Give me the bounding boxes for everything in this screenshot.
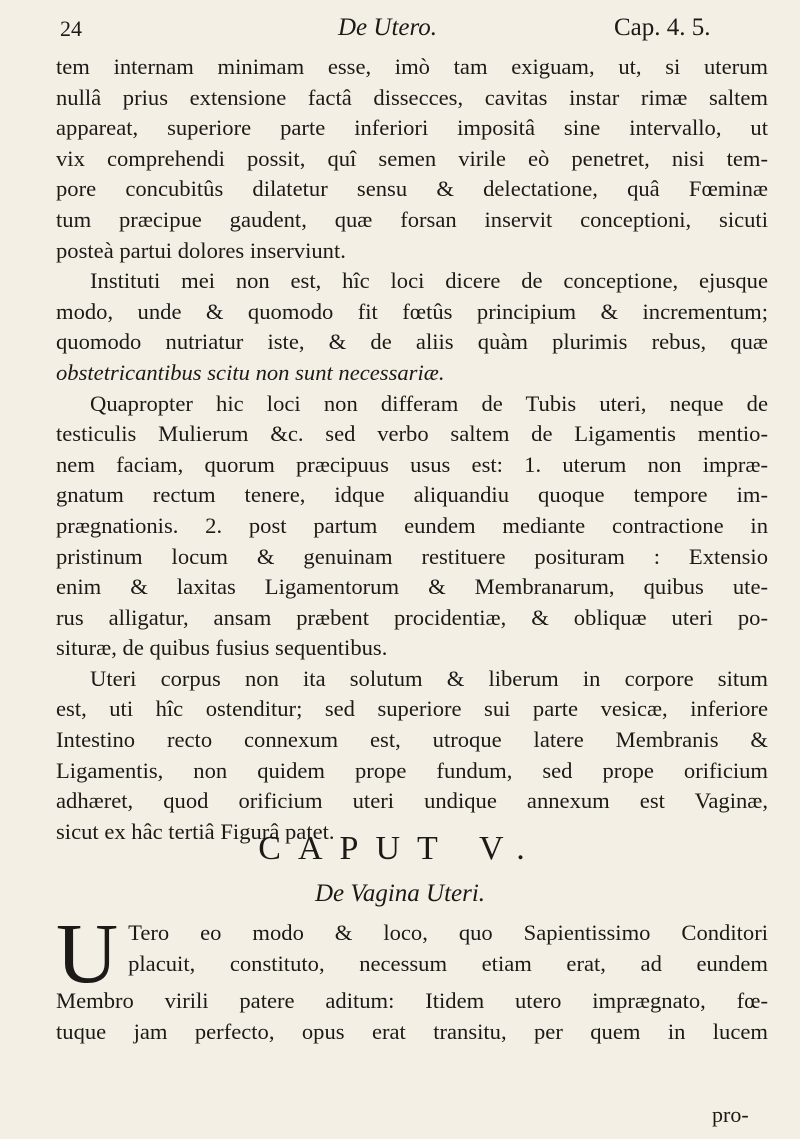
catchword: pro- [712,1102,749,1127]
drop-capital: U [56,905,119,1001]
text-line: tum præcipue gaudent, quæ forsan inservit conceptioni, sicuti [56,206,768,232]
text-line: prægnationis. 2. post partum eundem mediante contractione in [56,512,768,538]
text-line: Intestino recto connexum est, utroque latere Membranis & [56,727,768,753]
page-header [60,12,760,48]
text-line: Membro virili patere aditum: Itidem utero imprægnato, fœ- [56,988,768,1013]
text-line: posteà partui dolores inserviunt. [56,237,346,263]
text-line: sicut ex hâc tertiâ Figurâ patet. [56,818,335,844]
text-line: Ligamentis, non quidem prope fundum, sed prope orificium [56,757,768,783]
text-line: tuque jam perfecto, opus erat transitu, per quem in lucem [56,1018,768,1044]
text-line: Quapropter hic loci non differam de Tubis uteri, neque de [90,390,768,416]
text-line: pore concubitûs dilatetur sensu & delectatione, quâ Fœminæ [56,176,768,202]
chapter-reference: Cap. 4. 5. [614,14,711,41]
text-line: Uteri corpus non ita solutum & liberum in corpore situm [90,665,768,691]
text-line: adhæret, quod orificium uteri undique annexum est Vaginæ, [56,788,768,814]
chapter-heading: CAPUT V. [258,830,542,867]
text-line: quomodo nutriatur iste, & de aliis quàm plurimis rebus, quæ [56,329,768,355]
text-line: nullâ prius extensione factâ dissecces, cavitas instar rimæ saltem [56,84,768,110]
text-line: enim & laxitas Ligamentorum & Membranarum, quibus ute- [56,574,768,600]
text-line: vix comprehendi possit, quî semen virile eò penetret, nisi tem- [56,145,768,171]
text-line: nem faciam, quorum præcipuus usus est: 1. uterum non impræ- [56,451,768,477]
text-line: obstetricantibus scitu non sunt necessariæ. [56,359,445,385]
text-line: tem internam minimam esse, imò tam exiguam, ut, si uterum [56,54,768,79]
text-line: gnatum rectum tenere, idque aliquandiu quoque tempore im- [56,482,768,508]
text-line: appareat, superiore parte inferiori impositâ sine intervallo, ut [56,115,768,141]
chapter-text [56,905,768,1047]
text-line: modo, unde & quomodo fit fœtûs principium & incrementum; [56,298,768,324]
text-line: placuit, constituto, necessum etiam erat, ad eundem [128,950,768,976]
text-line: testiculis Mulierum &c. sed verbo saltem de Ligamentis mentio- [56,421,768,447]
text-line: rus alligatur, ansam præbent procidentiæ, & obliquæ uteri po- [56,604,768,630]
main-text [56,52,768,847]
text-line: Instituti mei non est, hîc loci dicere de conceptione, ejusque [90,268,768,294]
page-number: 24 [60,16,82,41]
text-line: est, uti hîc ostenditur; sed superiore sui parte vesicæ, inferiore [56,696,768,722]
running-title: De Utero. [338,14,438,41]
text-line: situræ, de quibus fusius sequentibus. [56,635,388,661]
text-line: Tero eo modo & loco, quo Sapientissimo Conditori [128,920,768,945]
text-line: pristinum locum & genuinam restituere posituram : Extensio [56,543,768,569]
chapter-subtitle: De Vagina Uteri. [314,880,486,907]
